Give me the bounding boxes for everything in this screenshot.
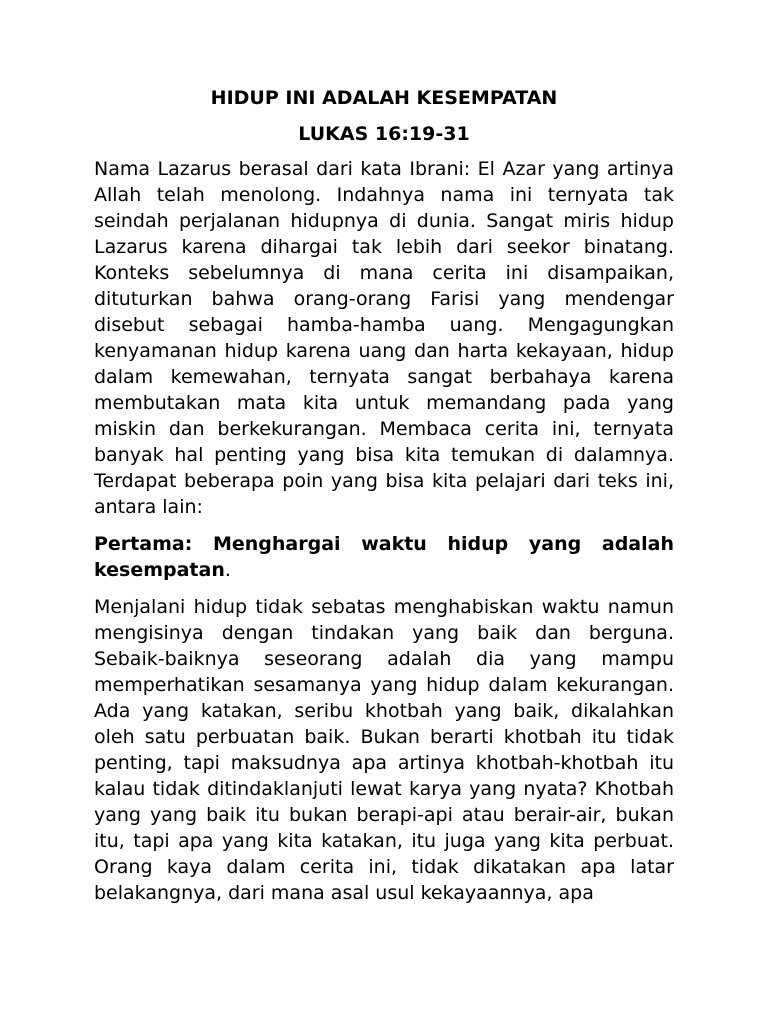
point-heading-text: Pertama: Menghargai waktu hidup yang adalah kesempatan bbox=[94, 533, 674, 581]
point-heading bbox=[94, 531, 674, 583]
document-title: HIDUP INI ADALAH KESEMPATAN bbox=[210, 87, 558, 109]
point-paragraph: Menjalani hidup tidak sebatas menghabiskan waktu namun mengisinya dengan tindakan yang baik dan berguna. Sebaik-baiknya seseorang adalah dia yang mampu memperhatikan sesamanya yang hidup dalam kekurangan. Ada yang katakan, seribu khotbah yang baik, dikalahkan oleh satu perbuatan baik. Bukan berarti khotbah itu tidak penting, tapi maksudnya apa artinya khotbah-khotbah itu kalau tidak ditindaklanjuti lewat karya yang nyata? Khotbah yang yang baik itu bukan berapi-api atau berair-air, bukan itu, tapi apa yang kita katakan, itu juga yang kita perbuat. Orang kaya dalam cerita ini, tidak dikatakan apa latar belakangnya, dari mana asal usul kekayaannya, apa bbox=[94, 596, 674, 904]
point-heading-period: . bbox=[224, 559, 231, 581]
intro-paragraph: Nama Lazarus berasal dari kata Ibrani: El Azar yang artinya Allah telah menolong. Indahnya nama ini ternyata tak seindah perjalanan hidupnya di dunia. Sangat miris hidup Lazarus karena dihargai tak lebih dari seekor binatang. Konteks sebelumnya di mana cerita ini disampaikan, dituturkan bahwa orang-orang Farisi yang mendengar disebut sebagai hamba-hamba uang. Mengagungkan kenyamanan hidup karena uang dan harta kekayaan, hidup dalam kemewahan, ternyata sangat berbahaya karena membutakan mata kita untuk memandang pada yang miskin dan berkekurangan. Membaca cerita ini, ternyata banyak hal penting yang bisa kita temukan di dalamnya. Terdapat beberapa poin yang bisa kita pelajari dari teks ini, antara lain: bbox=[94, 158, 674, 518]
scripture-reference: LUKAS 16:19-31 bbox=[298, 123, 470, 145]
